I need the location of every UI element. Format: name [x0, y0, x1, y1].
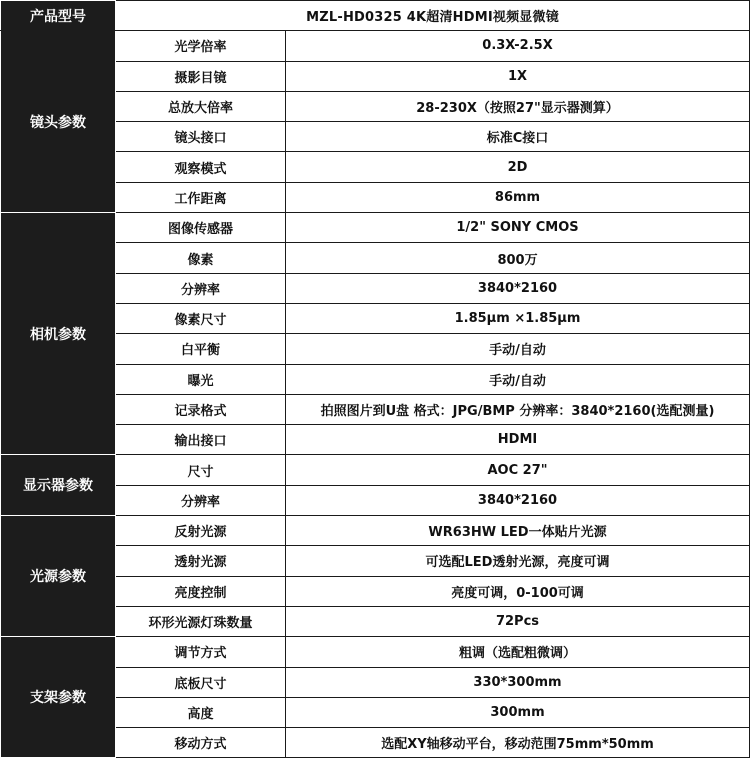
param-label: 像素尺寸 — [116, 303, 286, 333]
model-row — [1, 1, 750, 31]
param-value: HDMI — [286, 425, 750, 455]
model-label: 产品型号 — [1, 1, 116, 31]
param-label: 图像传感器 — [116, 213, 286, 243]
param-value: 手动/自动 — [286, 334, 750, 364]
param-value: 选配XY轴移动平台，移动范围75mm*50mm — [286, 728, 750, 758]
param-label: 观察模式 — [116, 152, 286, 182]
param-label: 尺寸 — [116, 455, 286, 485]
param-value: 800万 — [286, 243, 750, 273]
param-value: 86mm — [286, 182, 750, 212]
param-label: 光学倍率 — [116, 31, 286, 61]
table-row — [1, 455, 750, 485]
param-value: 1X — [286, 61, 750, 91]
group-title-light: 光源参数 — [1, 516, 116, 637]
model-value: MZL-HD0325 4K超清HDMI视频显微镜 — [116, 1, 750, 31]
group-title-display: 显示器参数 — [1, 455, 116, 516]
param-label: 像素 — [116, 243, 286, 273]
param-label: 亮度控制 — [116, 576, 286, 606]
param-value: 标准C接口 — [286, 122, 750, 152]
spec-table-body — [1, 1, 750, 758]
param-value: 亮度可调，0-100可调 — [286, 576, 750, 606]
param-value: 1/2" SONY CMOS — [286, 213, 750, 243]
table-row — [1, 213, 750, 243]
param-value: WR63HW LED一体贴片光源 — [286, 516, 750, 546]
param-value: 28-230X（按照27"显示器测算） — [286, 91, 750, 121]
param-label: 环形光源灯珠数量 — [116, 606, 286, 636]
param-value: 330*300mm — [286, 667, 750, 697]
param-value: 拍照图片到U盘 格式：JPG/BMP 分辨率：3840*2160(选配测量) — [286, 394, 750, 424]
param-label: 分辨率 — [116, 273, 286, 303]
param-label: 输出接口 — [116, 425, 286, 455]
param-label: 分辨率 — [116, 485, 286, 515]
param-value: 粗调（选配粗微调） — [286, 637, 750, 667]
param-label: 调节方式 — [116, 637, 286, 667]
table-row — [1, 516, 750, 546]
param-label: 白平衡 — [116, 334, 286, 364]
table-row — [1, 637, 750, 667]
param-label: 镜头接口 — [116, 122, 286, 152]
param-value: 72Pcs — [286, 606, 750, 636]
param-value: 3840*2160 — [286, 273, 750, 303]
param-label: 曝光 — [116, 364, 286, 394]
param-value: AOC 27" — [286, 455, 750, 485]
param-label: 底板尺寸 — [116, 667, 286, 697]
param-label: 总放大倍率 — [116, 91, 286, 121]
param-label: 记录格式 — [116, 394, 286, 424]
param-label: 工作距离 — [116, 182, 286, 212]
param-value: 0.3X-2.5X — [286, 31, 750, 61]
table-row — [1, 31, 750, 61]
param-value: 可选配LED透射光源，亮度可调 — [286, 546, 750, 576]
param-label: 移动方式 — [116, 728, 286, 758]
param-label: 高度 — [116, 697, 286, 727]
param-value: 1.85μm ×1.85μm — [286, 303, 750, 333]
group-title-stand: 支架参数 — [1, 637, 116, 758]
param-value: 300mm — [286, 697, 750, 727]
param-label: 摄影目镜 — [116, 61, 286, 91]
group-title-camera: 相机参数 — [1, 213, 116, 455]
param-value: 3840*2160 — [286, 485, 750, 515]
param-value: 2D — [286, 152, 750, 182]
param-value: 手动/自动 — [286, 364, 750, 394]
param-label: 透射光源 — [116, 546, 286, 576]
param-label: 反射光源 — [116, 516, 286, 546]
group-title-lens: 镜头参数 — [1, 31, 116, 213]
